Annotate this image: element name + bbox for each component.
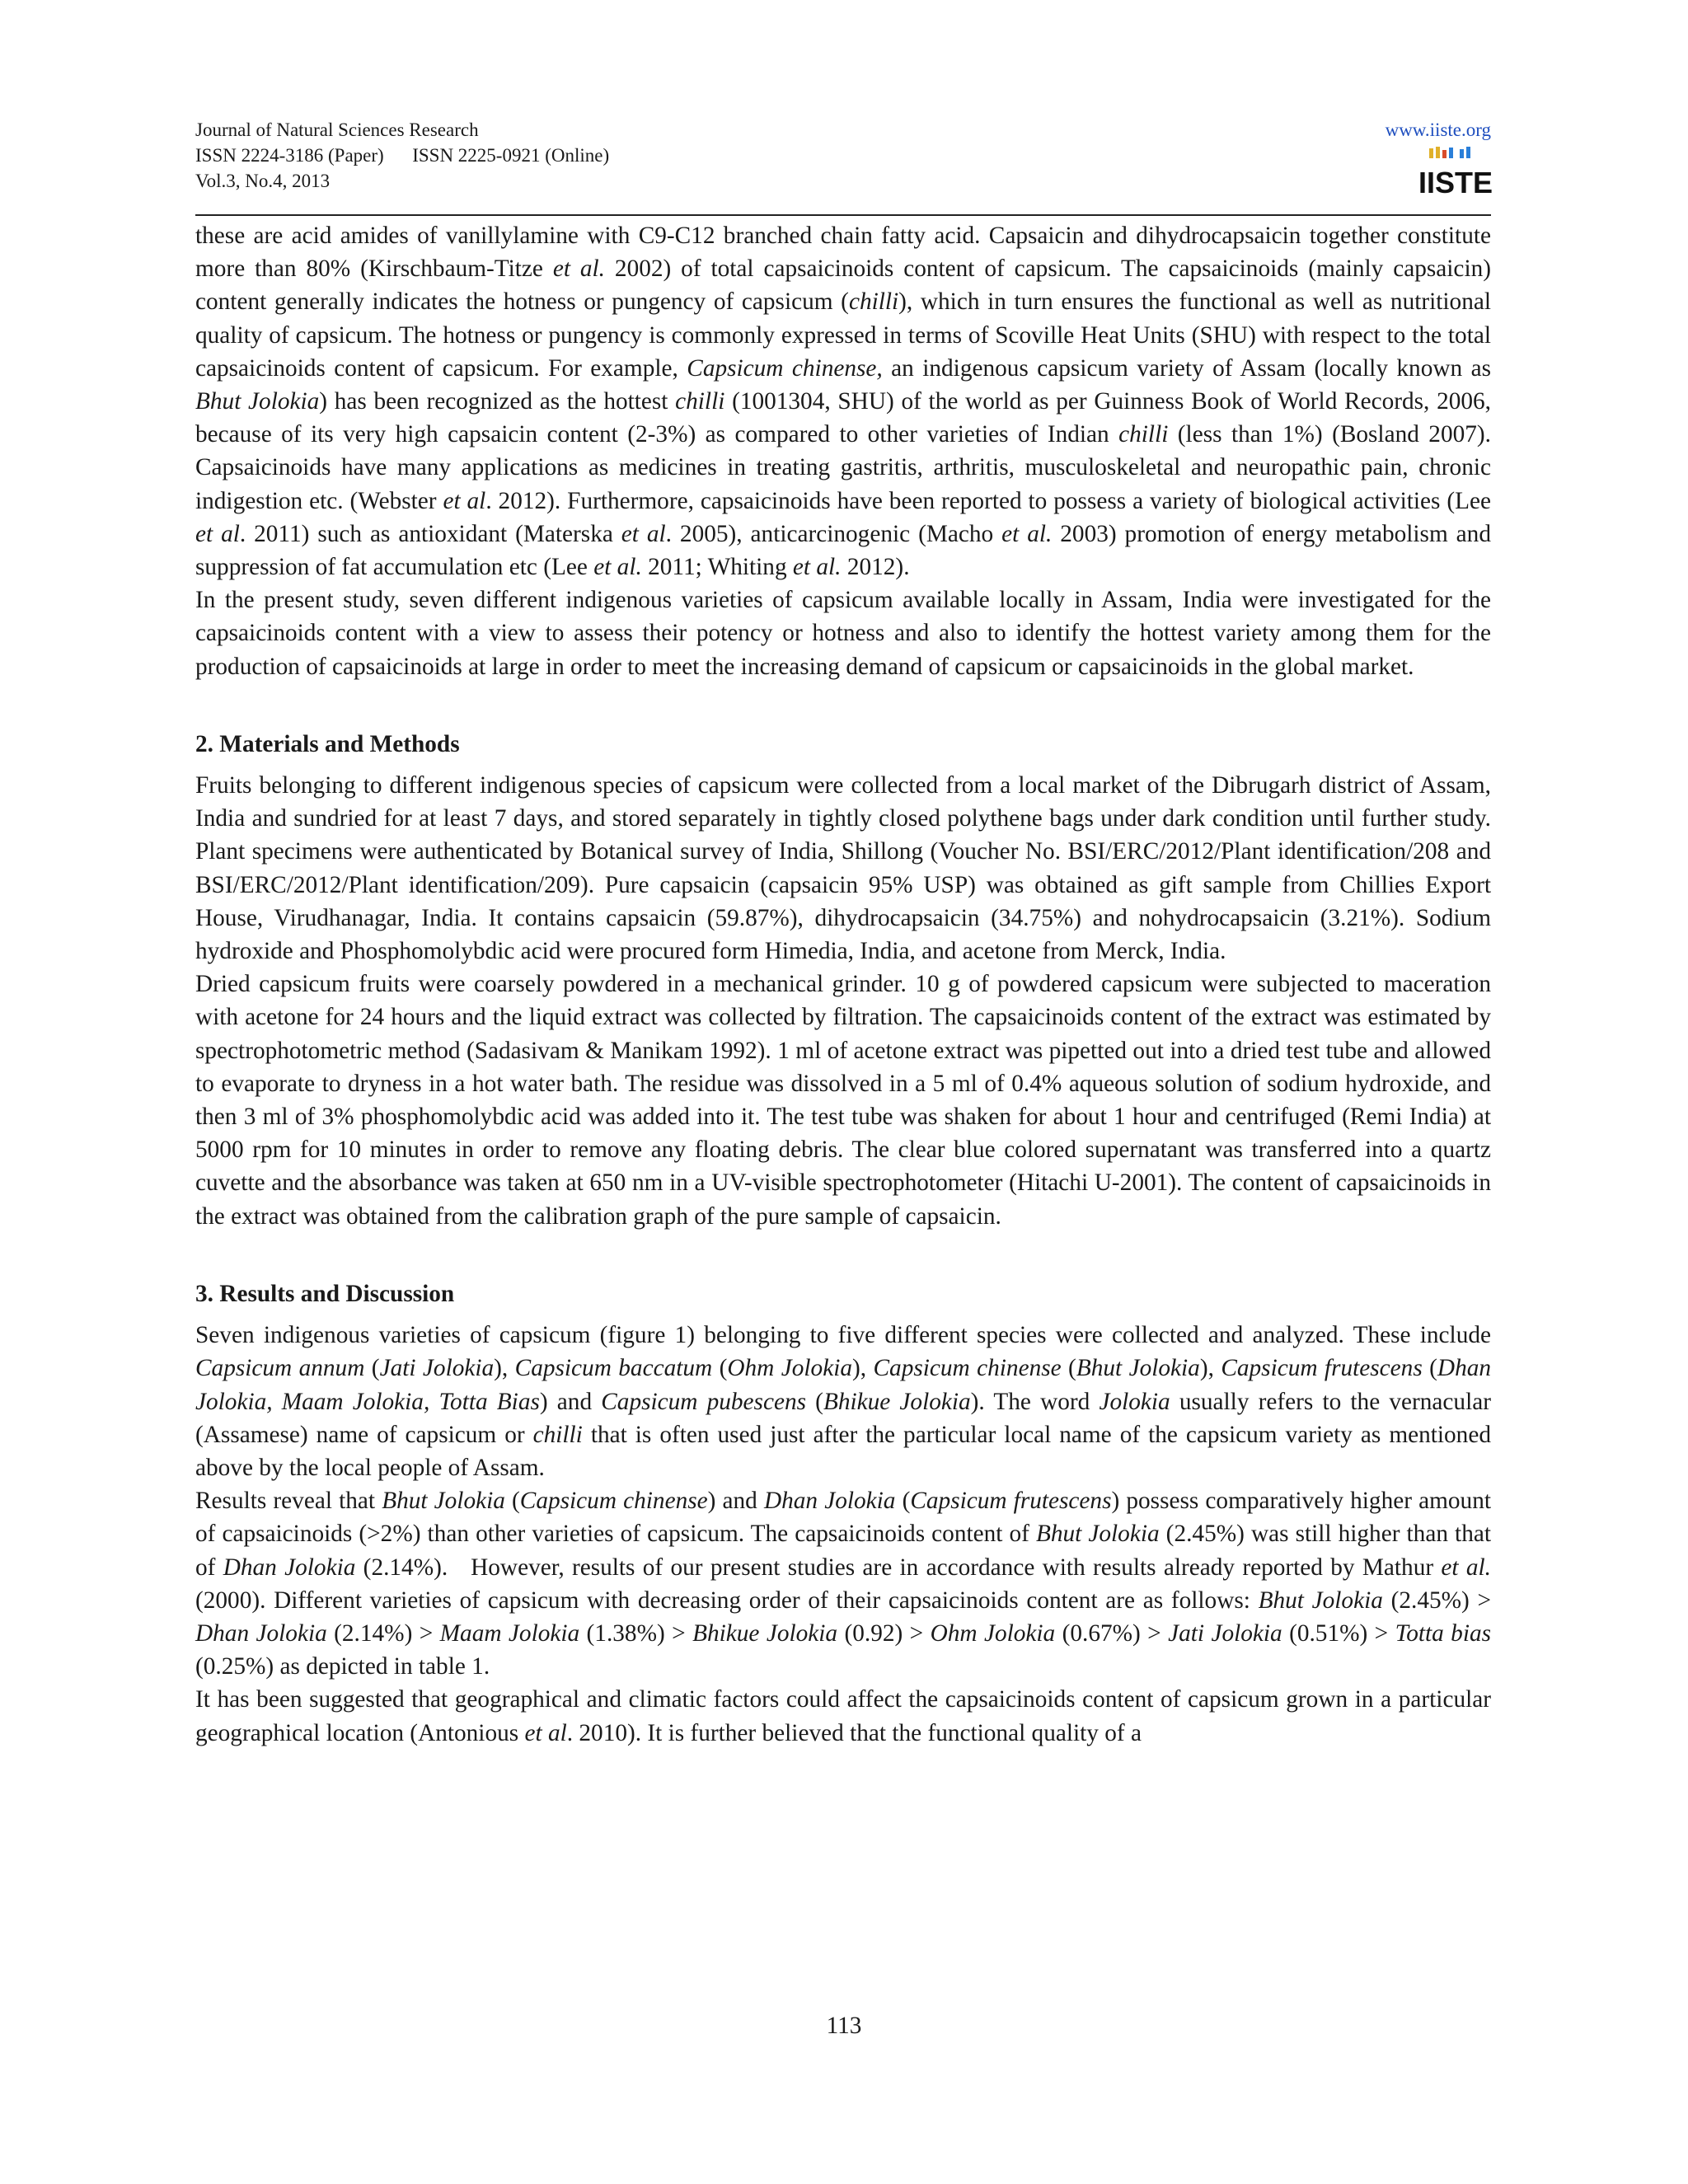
journal-website-link[interactable]: www.iiste.org: [1385, 120, 1491, 140]
journal-volume: Vol.3, No.4, 2013: [195, 171, 331, 191]
paragraph: Dried capsicum fruits were coarsely powdered in a mechanical grinder. 10 g of powdered capsicum were subjected to maceration with acetone for 24 hours and the liquid extract was collected by filtration. The capsaicinoids content of the extract was estimated by spectrophotometric method (Sadasivam & Manikam 1992). 1 ml of acetone extract was pipetted out into a dried test tube and allowed to evaporate to dryness in a hot water bath. The residue was dissolved in a 5 ml of 0.4% aqueous solution of sodium hydroxide, and then 3 ml of 3% phosphomolybdic acid was added into it. The test tube was shaken for about 1 hour and centrifuged (Remi India) at 5000 rpm for 10 minutes in order to remove any floating debris. The clear blue colored supernatant was transferred into a quartz cuvette and the absorbance was taken at 650 nm in a UV-visible spectrophotometer (Hitachi U-2001). The content of capsaicinoids in the extract was obtained from the calibration graph of the pure sample of capsaicin.: [195, 971, 1491, 1230]
article-body: [195, 219, 1491, 1750]
header-divider: [195, 214, 1491, 216]
paragraph: In the present study, seven different indigenous varieties of capsicum available locally in Assam, India were investigated for the capsaicinoids content with a view to assess their potency or hotness and also to identify the hottest variety among them for the production of capsaicinoids at large in order to meet the increasing demand of capsicum or capsaicinoids in the global market.: [195, 587, 1491, 680]
page-number: 113: [826, 2013, 862, 2039]
iiste-logo-icon: [1418, 147, 1493, 199]
journal-title: Journal of Natural Sciences Research: [195, 120, 479, 140]
section-heading-methods: 2. Materials and Methods: [195, 730, 460, 757]
paragraph: these are acid amides of vanillylamine with C9-C12 branched chain fatty acid. Capsaicin and dihydrocapsaicin together constitute more than 80% (Kirschbaum-Titze et al. 2002) of total capsaicinoids content of capsicum. The capsaicinoids (mainly capsaicin) content generally indicates the hotness or pungency of capsicum (chilli), which in turn ensures the functional as well as nutritional quality of capsicum. The hotness or pungency is commonly expressed in terms of Scoville Heat Units (SHU) with respect to the total capsaicinoids content of capsicum. For example, Capsicum chinense, an indigenous capsicum variety of Assam (locally known as Bhut Jolokia) has been recognized as the hottest chilli (1001304, SHU) of the world as per Guinness Book of World Records, 2006, because of its very high capsaicin content (2-3%) as compared to other varieties of Indian chilli (less than 1%) (Bosland 2007). Capsaicinoids have many applications as medicines in treating gastritis, arthritis, musculoskeletal and neuropathic pain, chronic indigestion etc. (Webster et al. 2012). Furthermore, capsaicinoids have been reported to possess a variety of biological activities (Lee et al. 2011) such as antioxidant (Materska et al. 2005), anticarcinogenic (Macho et al. 2003) promotion of energy metabolism and suppression of fat accumulation etc (Lee et al. 2011; Whiting et al. 2012).: [195, 223, 1492, 581]
paragraph: Results reveal that Bhut Jolokia (Capsicum chinense) and Dhan Jolokia (Capsicum frutescens) possess comparatively higher amount of capsaicinoids (>2%) than other varieties of capsicum. The capsaicinoids content of Bhut Jolokia (2.45%) was still higher than that of Dhan Jolokia (2.14%). However, results of our present studies are in accordance with results already reported by Mathur et al. (2000). Different varieties of capsicum with decreasing order of their capsaicinoids content are as follows: Bhut Jolokia (2.45%) > Dhan Jolokia (2.14%) > Maam Jolokia (1.38%) > Bhikue Jolokia (0.92) > Ohm Jolokia (0.67%) > Jati Jolokia (0.51%) > Totta bias (0.25%) as depicted in table 1.: [195, 1488, 1492, 1680]
section-heading-results: 3. Results and Discussion: [195, 1280, 455, 1307]
paragraph: Fruits belonging to different indigenous species of capsicum were collected from a local market of the Dibrugarh district of Assam, India and sundried for at least 7 days, and stored separately in tightly closed polythene bags under dark condition until further study. Plant specimens were authenticated by Botanical survey of India, Shillong (Voucher No. BSI/ERC/2012/Plant identification/208 and BSI/ERC/2012/Plant identification/209). Pure capsaicin (capsaicin 95% USP) was obtained as gift sample from Chillies Export House, Virudhanagar, India. It contains capsaicin (59.87%), dihydrocapsaicin (34.75%) and nohydrocapsaicin (3.21%). Sodium hydroxide and Phosphomolybdic acid were procured form Himedia, India, and acetone from Merck, India.: [195, 772, 1491, 965]
svg-text:IISTE: IISTE: [1418, 166, 1493, 199]
journal-issn: ISSN 2224-3186 (Paper) ISSN 2225-0921 (Online): [195, 145, 610, 166]
paragraph: Seven indigenous varieties of capsicum (figure 1) belonging to five different species were collected and analyzed. These include Capsicum annum (Jati Jolokia), Capsicum baccatum (Ohm Jolokia), Capsicum chinense (Bhut Jolokia), Capsicum frutescens (Dhan Jolokia, Maam Jolokia, Totta Bias) and Capsicum pubescens (Bhikue Jolokia). The word Jolokia usually refers to the vernacular (Assamese) name of capsicum or chilli that is often used just after the particular local name of the capsicum variety as mentioned above by the local people of Assam.: [195, 1322, 1492, 1481]
paragraph: It has been suggested that geographical and climatic factors could affect the capsaicinoids content of capsicum grown in a particular geographical location (Antonious et al. 2010). It is further believed that the functional quality of a: [195, 1686, 1491, 1746]
journal-header: [195, 117, 1493, 199]
